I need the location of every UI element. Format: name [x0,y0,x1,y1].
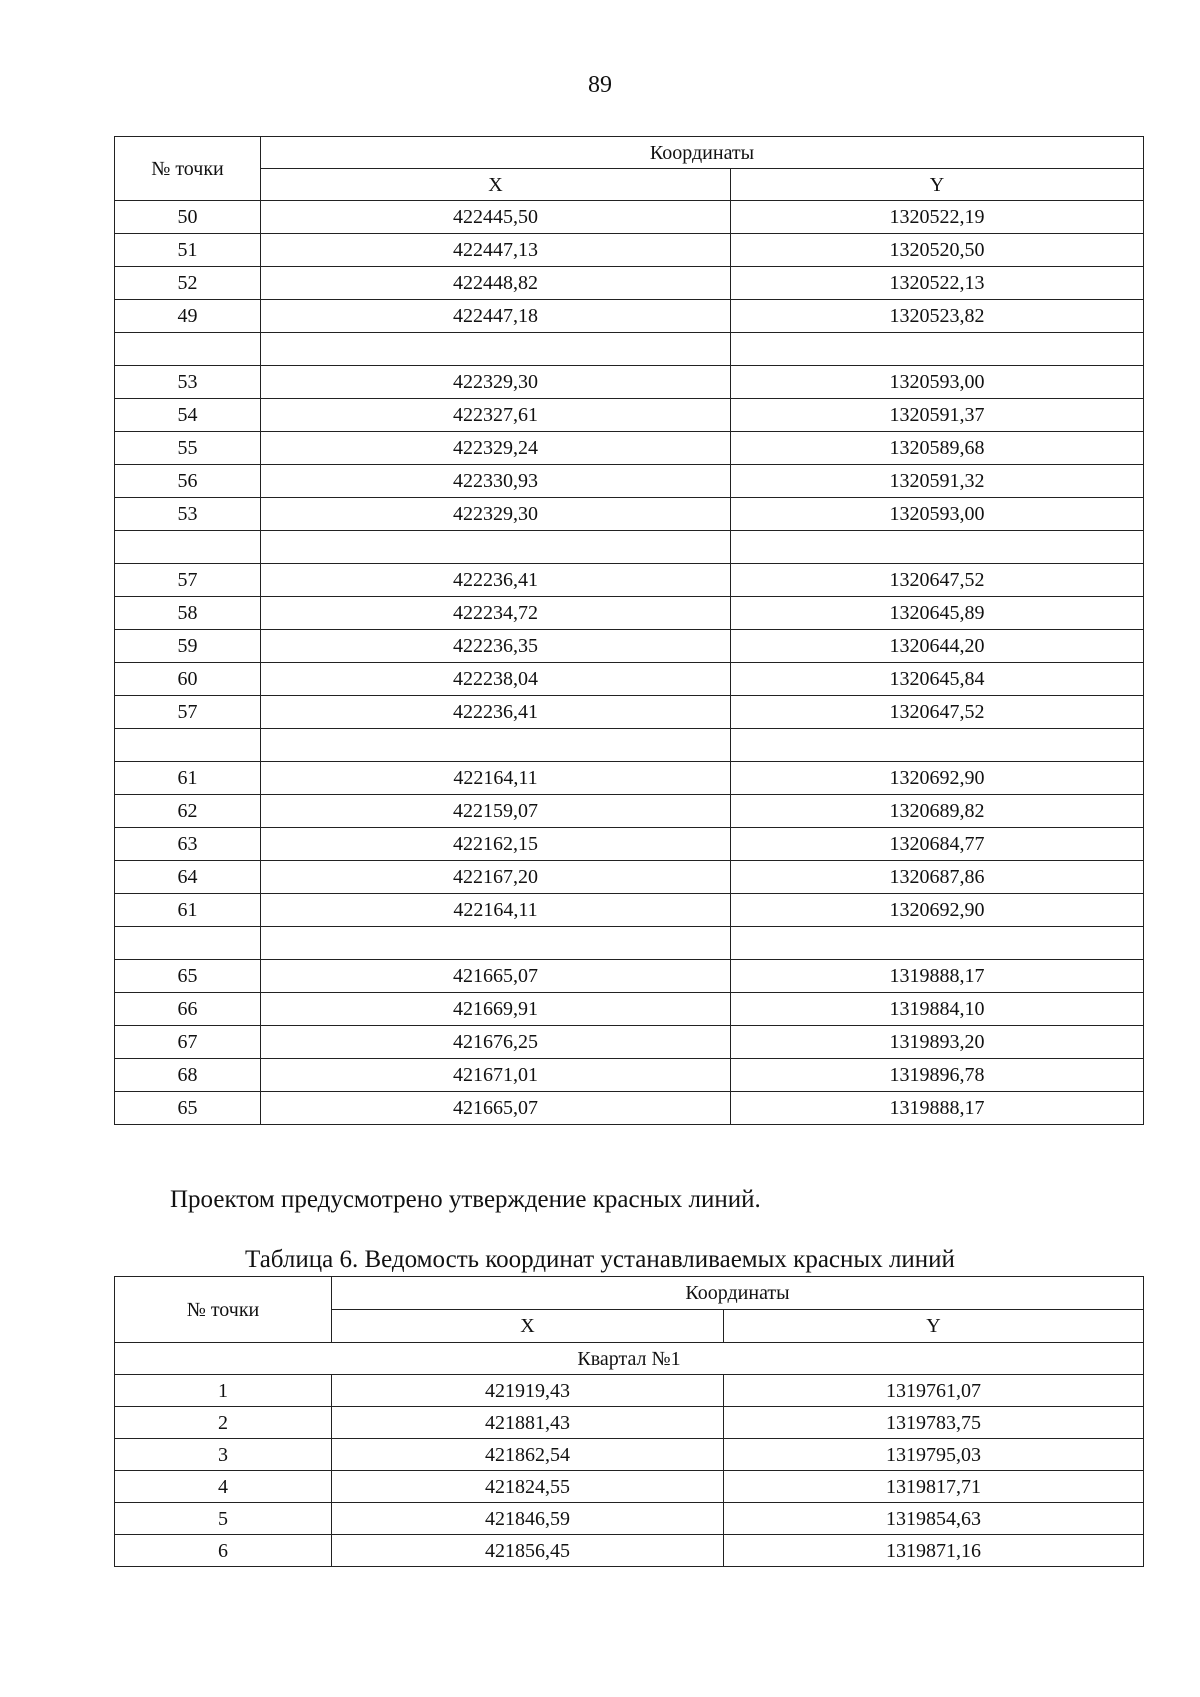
y-coordinate-cell: 1319795,03 [724,1439,1144,1471]
point-number-cell [115,729,261,762]
header-x: X [261,169,731,201]
x-coordinate-cell [261,927,731,960]
header-y: Y [731,169,1144,201]
header-point-number: № точки [115,137,261,201]
x-coordinate-cell: 421669,91 [261,993,731,1026]
table-row [115,861,1144,894]
point-number-cell: 1 [115,1375,332,1407]
y-coordinate-cell: 1320689,82 [731,795,1144,828]
header-coordinates: Координаты [332,1277,1144,1310]
table-row [115,465,1144,498]
table-row [115,828,1144,861]
point-number-cell: 63 [115,828,261,861]
x-coordinate-cell: 422159,07 [261,795,731,828]
table-row [115,399,1144,432]
x-coordinate-cell: 422329,30 [261,366,731,399]
table-row [115,1092,1144,1125]
table-row [115,630,1144,663]
point-number-cell: 5 [115,1503,332,1535]
point-number-cell: 50 [115,201,261,234]
x-coordinate-cell: 422236,41 [261,564,731,597]
table-row [115,1407,1144,1439]
point-number-cell: 49 [115,300,261,333]
y-coordinate-cell: 1319888,17 [731,960,1144,993]
x-coordinate-cell: 422330,93 [261,465,731,498]
x-coordinate-cell: 422238,04 [261,663,731,696]
point-number-cell: 65 [115,960,261,993]
point-number-cell: 6 [115,1535,332,1567]
table-row [115,1535,1144,1567]
y-coordinate-cell: 1320684,77 [731,828,1144,861]
table-row [115,498,1144,531]
point-number-cell: 67 [115,1026,261,1059]
table-row [115,1471,1144,1503]
x-coordinate-cell: 422445,50 [261,201,731,234]
point-number-cell: 68 [115,1059,261,1092]
table-row [115,894,1144,927]
point-number-cell: 62 [115,795,261,828]
point-number-cell: 61 [115,894,261,927]
table-row [115,201,1144,234]
y-coordinate-cell: 1320593,00 [731,366,1144,399]
table-row [115,564,1144,597]
y-coordinate-cell [731,333,1144,366]
y-coordinate-cell: 1320692,90 [731,894,1144,927]
y-coordinate-cell: 1320591,32 [731,465,1144,498]
y-coordinate-cell: 1319888,17 [731,1092,1144,1125]
header-y: Y [724,1310,1144,1343]
x-coordinate-cell: 421665,07 [261,1092,731,1125]
table-row [115,1439,1144,1471]
y-coordinate-cell: 1320593,00 [731,498,1144,531]
point-number-cell [115,927,261,960]
point-number-cell: 59 [115,630,261,663]
page-number: 89 [588,72,612,98]
point-number-cell: 4 [115,1471,332,1503]
table-row [115,597,1144,630]
x-coordinate-cell: 422447,13 [261,234,731,267]
x-coordinate-cell: 422448,82 [261,267,731,300]
y-coordinate-cell: 1319817,71 [724,1471,1144,1503]
x-coordinate-cell: 422447,18 [261,300,731,333]
table-row [115,432,1144,465]
table-row [115,1059,1144,1092]
table-row [115,960,1144,993]
y-coordinate-cell: 1320692,90 [731,762,1144,795]
y-coordinate-cell [731,531,1144,564]
point-number-cell: 65 [115,1092,261,1125]
y-coordinate-cell: 1320647,52 [731,564,1144,597]
table-body [115,1343,1144,1567]
table-row [115,300,1144,333]
coordinates-table-bottom [114,1276,1144,1567]
y-coordinate-cell: 1320523,82 [731,300,1144,333]
table-row [115,729,1144,762]
point-number-cell: 64 [115,861,261,894]
x-coordinate-cell: 422236,41 [261,696,731,729]
y-coordinate-cell: 1320522,19 [731,201,1144,234]
header-point-number: № точки [115,1277,332,1343]
x-coordinate-cell: 422164,11 [261,894,731,927]
table-row [115,795,1144,828]
point-number-cell [115,531,261,564]
point-number-cell: 52 [115,267,261,300]
point-number-cell: 53 [115,498,261,531]
paragraph-text: Проектом предусмотрено утверждение красных линий. [170,1186,761,1213]
table-row [115,663,1144,696]
x-coordinate-cell: 421919,43 [332,1375,724,1407]
table-row [115,696,1144,729]
point-number-cell: 55 [115,432,261,465]
x-coordinate-cell: 422327,61 [261,399,731,432]
point-number-cell: 58 [115,597,261,630]
table-row [115,1503,1144,1535]
x-coordinate-cell: 421824,55 [332,1471,724,1503]
y-coordinate-cell: 1320520,50 [731,234,1144,267]
point-number-cell: 2 [115,1407,332,1439]
x-coordinate-cell: 422162,15 [261,828,731,861]
point-number-cell: 56 [115,465,261,498]
table-caption: Таблица 6. Ведомость координат устанавливаемых красных линий [245,1246,955,1273]
table-row [115,927,1144,960]
y-coordinate-cell: 1320645,84 [731,663,1144,696]
y-coordinate-cell: 1319854,63 [724,1503,1144,1535]
x-coordinate-cell: 422167,20 [261,861,731,894]
point-number-cell: 57 [115,564,261,597]
x-coordinate-cell: 421665,07 [261,960,731,993]
x-coordinate-cell: 422329,30 [261,498,731,531]
x-coordinate-cell: 422234,72 [261,597,731,630]
table-row [115,1026,1144,1059]
table-row [115,1375,1144,1407]
y-coordinate-cell: 1319896,78 [731,1059,1144,1092]
x-coordinate-cell: 421862,54 [332,1439,724,1471]
y-coordinate-cell: 1320687,86 [731,861,1144,894]
y-coordinate-cell: 1319871,16 [724,1535,1144,1567]
x-coordinate-cell: 422164,11 [261,762,731,795]
point-number-cell: 3 [115,1439,332,1471]
y-coordinate-cell: 1320645,89 [731,597,1144,630]
y-coordinate-cell: 1319761,07 [724,1375,1144,1407]
x-coordinate-cell [261,333,731,366]
section-row [115,1343,1144,1375]
y-coordinate-cell: 1320522,13 [731,267,1144,300]
x-coordinate-cell: 422329,24 [261,432,731,465]
coordinates-table-top [114,136,1144,1125]
point-number-cell: 54 [115,399,261,432]
x-coordinate-cell: 421881,43 [332,1407,724,1439]
table-row [115,366,1144,399]
point-number-cell [115,333,261,366]
y-coordinate-cell: 1320589,68 [731,432,1144,465]
y-coordinate-cell: 1320591,37 [731,399,1144,432]
y-coordinate-cell: 1320647,52 [731,696,1144,729]
y-coordinate-cell [731,729,1144,762]
x-coordinate-cell [261,729,731,762]
y-coordinate-cell: 1319783,75 [724,1407,1144,1439]
point-number-cell: 60 [115,663,261,696]
table-row [115,333,1144,366]
table-row [115,531,1144,564]
table-row [115,762,1144,795]
table-body [115,201,1144,1125]
table-row [115,993,1144,1026]
x-coordinate-cell [261,531,731,564]
table-row [115,234,1144,267]
header-x: X [332,1310,724,1343]
header-coordinates: Координаты [261,137,1144,169]
table-row [115,267,1144,300]
y-coordinate-cell: 1320644,20 [731,630,1144,663]
point-number-cell: 51 [115,234,261,267]
y-coordinate-cell: 1319893,20 [731,1026,1144,1059]
x-coordinate-cell: 421671,01 [261,1059,731,1092]
x-coordinate-cell: 421856,45 [332,1535,724,1567]
point-number-cell: 57 [115,696,261,729]
point-number-cell: 66 [115,993,261,1026]
section-label: Квартал №1 [115,1343,1144,1375]
point-number-cell: 53 [115,366,261,399]
x-coordinate-cell: 422236,35 [261,630,731,663]
x-coordinate-cell: 421846,59 [332,1503,724,1535]
point-number-cell: 61 [115,762,261,795]
y-coordinate-cell: 1319884,10 [731,993,1144,1026]
x-coordinate-cell: 421676,25 [261,1026,731,1059]
y-coordinate-cell [731,927,1144,960]
